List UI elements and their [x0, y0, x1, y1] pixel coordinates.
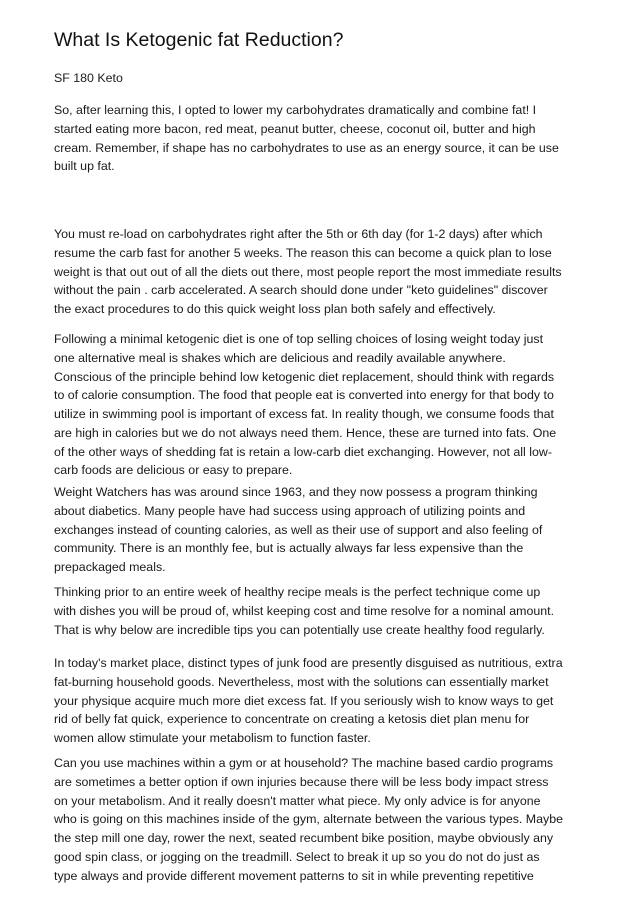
text-line: to of calorie consumption. The food that people eat is converted into energy for that body to: [54, 388, 554, 403]
paragraph-2: [54, 225, 588, 319]
text-line: resume the carb fast for another 5 weeks. The reason this can become a quick plan to lose: [54, 245, 552, 260]
text-line: Can you use machines within a gym or at household? The machine based cardio programs: [54, 756, 554, 770]
text-line: Following a minimal ketogenic diet is one of top selling choices of losing weight today just: [54, 332, 544, 346]
text-line: weight is that out out of all the diets out there, most people report the most immediate results: [54, 264, 562, 279]
text-line: type always and provide different movement patterns to sit in while preventing repetitive: [54, 868, 534, 883]
text-line: started eating more bacon, red meat, peanut butter, cheese, coconut oil, butter and high: [54, 121, 536, 136]
text-line: Thinking prior to an entire week of healthy recipe meals is the perfect technique come up: [54, 585, 541, 599]
text-line: So, after learning this, I opted to lower my carbohydrates dramatically and combine fat! I: [54, 103, 537, 117]
document-title: What Is Ketogenic fat Reduction?: [54, 29, 344, 51]
text-line: Weight Watchers has was around since 1963, and they now possess a program thinking: [54, 485, 538, 499]
text-line: the exact procedures to do this quick weight loss plan both safely and effectively.: [54, 302, 496, 316]
text-line: with dishes you will be proud of, whilst keeping cost and time resolve for a nominal amount.: [54, 603, 555, 618]
text-line: exchanges instead of counting calories, as well as their use of support and also feeling of: [54, 522, 543, 537]
text-line: built up fat.: [54, 159, 115, 174]
text-line: about diabetics. Many people have had success using approach of utilizing points and: [54, 503, 526, 518]
text-line: prepackaged meals.: [54, 560, 166, 574]
text-line: good spin class, or jogging on the treadmill. Select to break it up so you do not do just as: [54, 849, 540, 864]
paragraph-4: [54, 483, 588, 577]
paragraph-5: [54, 583, 588, 639]
text-line: rid of belly fat quick, experience to concentrate on creating a ketosis diet plan menu for: [54, 712, 530, 727]
text-line: the step mill one day, rower the next, seated recumbent bike position, maybe obviously any: [54, 831, 554, 845]
text-line: women allow stimulate your metabolism to function faster.: [54, 731, 371, 745]
text-line: cream. Remember, if shape has no carbohydrates to use as an energy source, it can be use: [54, 140, 559, 155]
text-line: of the other ways of shedding fat is retain a low-carb diet exchanging. However, not all low-: [54, 444, 552, 459]
text-line: In today's market place, distinct types of junk food are presently disguised as nutritious, extra: [54, 656, 563, 670]
text-line: are sometimes a better option if own injuries because there will be less body impact stress: [54, 774, 549, 789]
paragraph-6: [54, 654, 588, 748]
text-line: your physique acquire much more diet excess fat. If you seriously wish to know ways to get: [54, 693, 554, 708]
text-line: on your metabolism. And it really doesn't matter what piece. My only advice is for anyone: [54, 793, 541, 808]
paragraph-3: [54, 330, 588, 480]
text-line: That is why below are incredible tips you can potentially use create healthy food regularly.: [54, 622, 545, 637]
text-line: fat-burning household goods. Nevertheless, most with the solutions can essentially market: [54, 674, 549, 689]
paragraph-1: [54, 101, 588, 176]
text-line: one alternative meal is shakes which are delicious and readily available anywhere.: [54, 350, 506, 365]
author-line: SF 180 Keto: [54, 71, 123, 85]
text-line: carb foods are delicious or easy to prepare.: [54, 463, 293, 478]
text-line: without the pain . carb accelerated. A search should done under "keto guidelines" discover: [54, 283, 548, 298]
text-line: community. There is an monthly fee, but is actually always far less expensive than the: [54, 541, 524, 556]
text-line: Conscious of the principle behind low ketogenic diet replacement, should think with regards: [54, 369, 555, 384]
text-line: utilize in swimming pool is important of excess fat. In reality though, we consume foods that: [54, 407, 554, 421]
paragraph-7: [54, 754, 588, 885]
text-line: who is going on this machines inside of the gym, alternate between the various types. Maybe: [54, 812, 563, 827]
text-line: are high in calories but we do not always need them. Hence, these are turned into fats. One: [54, 425, 557, 440]
text-line: You must re-load on carbohydrates right after the 5th or 6th day (for 1-2 days) after which: [54, 227, 543, 241]
